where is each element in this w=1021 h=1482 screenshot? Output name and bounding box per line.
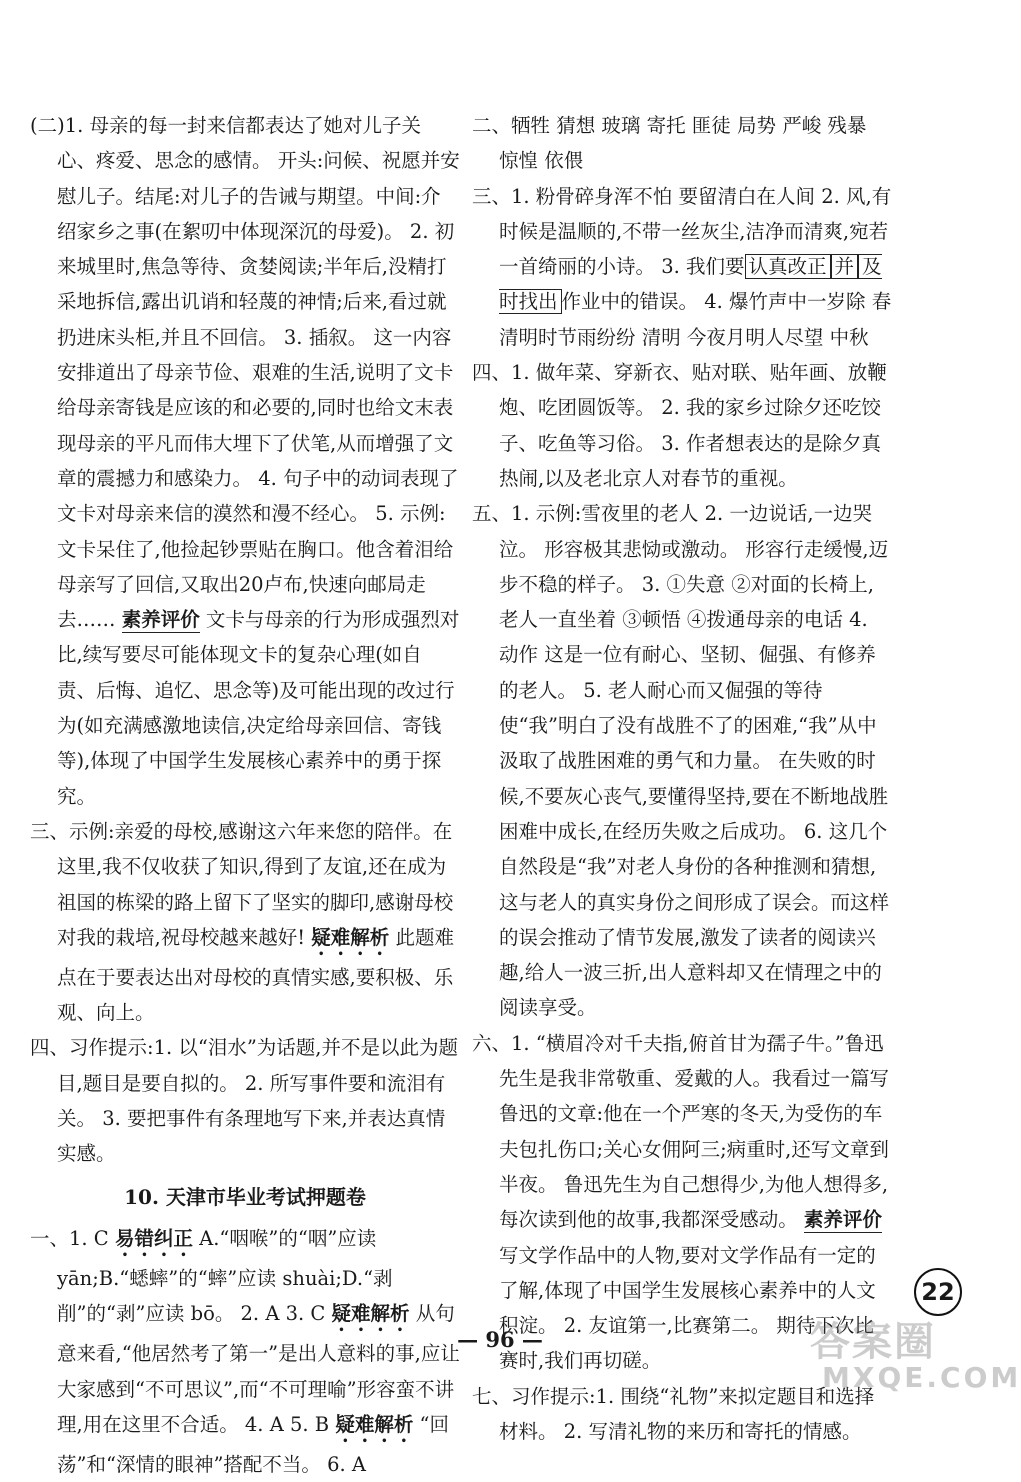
answer-block-r7: 七、习作提示:1. 围绕“礼物”来拟定题目和选择材料。 2. 写清礼物的来历和寄托的情感。 xyxy=(472,1384,875,1443)
page-number: — 96 — xyxy=(457,1327,543,1352)
watermark-text: 答案圈 xyxy=(810,1319,936,1365)
watermark-logo xyxy=(810,1310,1021,1395)
answer-block-r6: 六、1. “横眉冷对千夫指,俯首甘为孺子牛。”鲁迅先生是我非常敬重、爱戴的人。我看过一篇写鲁迅的文章:他在一个严寒的冬天,为受伤的车夫包扎伤口;关心女佣阿三;病重时,还写文章到半夜。 鲁迅先生为自己想得少,为他人想得多,每次读到他的故事,我都深受感动。 素养评价 写文学作品中的人物,要对文学作品有一定的了解,体现了中国学生发展核心素养中的人文积淀。 2. 友谊第一,比赛第二。 期待下次比赛时,我们再切磋。 xyxy=(472,1031,890,1373)
boxed-word: 及时找出 xyxy=(499,255,882,314)
tag-difficulty-analysis: 疑难解析 xyxy=(311,925,390,949)
tag-literacy-evaluation: 素养评价 xyxy=(121,608,200,632)
right-column xyxy=(472,108,892,1449)
answer-block-r5: 五、1. 示例:雪夜里的老人 2. 一边说话,一边哭泣。 形容极其悲恸或激动。 形容行走缓慢,迈步不稳的样子。 3. ①失意 ②对面的长椅上,老人一直坐着 ③顿悟 ④拨通母亲的电话 4. 动作 这是一位有耐心、坚韧、倔强、有修养的老人。 5. 老人耐心而又倔强的等待使“我”明白了没有战胜不了的困难,“我”从中汲取了战胜困难的勇气和力量。 在失败的时候,不要灰心丧气,要懂得坚持,要在不断地战胜困难中成长,在经历失败之后成功。 6. 这几个自然段是“我”对老人身份的各种推测和猜想,这与老人的真实身份之间形成了误会。而这样的误会推动了情节发展,激发了读者的阅读兴趣,给人一波三折,出人意料却又在情理之中的阅读享受。 xyxy=(472,502,890,1020)
boxed-word: 认真改正 xyxy=(745,254,831,279)
answer-block-2: (二)1. 母亲的每一封来信都表达了她对儿子关心、疼爱、思念的感情。 开头:问候、祝愿并安慰儿子。结尾:对儿子的告诫与期望。中间:介绍家乡之事(在絮叨中体现深沉的母爱)。 2. 初来城里时,焦急等待、贪婪阅读;半年后,没精打采地拆信,露出讥诮和轻蔑的神情;后来,看过就扔进床头柜,并且不回信。 3. 插叙。 这一内容安排道出了母亲节俭、艰难的生活,说明了文卡给母亲寄钱是应该的和必要的,同时也给文末表现母亲的平凡而伟大埋下了伏笔,从而增强了文章的震撼力和感染力。 4. 句子中的动词表现了文卡对母亲来信的漠然和漫不经心。 5. 示例:文卡呆住了,他捡起钞票贴在胸口。他含着泪给母亲写了回信,又取出20卢布,快速向邮局走去…… 素养评价 文卡与母亲的行为形成强烈对比,续写要尽可能体现文卡的复杂心理(如自责、后悔、追忆、思念等)及可能出现的改过行为(如充满感激地读信,决定给母亲回信、寄钱等),体现了中国学生发展核心素养中的勇于探究。 xyxy=(30,114,460,808)
answer-block-4: 四、习作提示:1. 以“泪水”为话题,并不是以此为题目,题目是要自拟的。 2. 所写事件要和流泪有关。 3. 要把事件有条理地写下来,并表达真情实感。 xyxy=(30,1036,459,1166)
tag-literacy-evaluation: 素养评价 xyxy=(803,1208,882,1232)
tag-difficulty-analysis: 疑难解析 xyxy=(331,1302,410,1326)
boxed-word: 并 xyxy=(831,254,859,279)
answer-block-r4: 四、1. 做年菜、穿新衣、贴对联、贴年画、放鞭炮、吃团圆饭等。 2. 我的家乡过除夕还吃饺子、吃鱼等习俗。 3. 作者想表达的是除夕真热闹,以及老北京人对春节的重视。 xyxy=(472,361,887,490)
left-column xyxy=(30,108,460,1482)
answer-block-r3: 三、1. 粉骨碎身浑不怕 要留清白在人间 2. 风,有时候是温顺的,不带一丝灰尘,洁净而清爽,宛若一首绮丽的小诗。 3. 我们要 认真改正 并 及时找出 作业中的错误。 4. 爆竹声中一岁除 春 清明时节雨纷纷 清明 今夜月明人尽望 中秋 xyxy=(472,184,892,349)
tag-difficulty-analysis: 疑难解析 xyxy=(335,1412,414,1436)
circled-page-marker: 22 xyxy=(914,1268,962,1316)
watermark-url: MXQE.COM xyxy=(822,1361,1021,1394)
section-title: 10. 天津市毕业考试押题卷 xyxy=(124,1184,366,1209)
answer-block-3: 三、示例:亲爱的母校,感谢这六年来您的陪伴。在这里,我不仅收获了知识,得到了友谊,还在成为祖国的栋梁的路上留下了坚实的脚印,感谢母校对我的栽培,祝母校越来越好! 疑难解析 此题难点在于要表达出对母校的真情实感,要积极、乐观、向上。 xyxy=(30,819,454,1025)
answer-block-tj-1: 一、1. C 易错纠正 A.“咽喉”的“咽”应读 yān;B.“蟋蟀”的“蟀”应读 shuài;D.“剥削”的“剥”应读 bō。 2. A 3. C 疑难解析 从句意来看,“他居然考了第一”是出人意料的事,应让大家感到“不可思议”,而“不可理喻”形容蛮不讲理,用在这里不合适。 4. A 5. B 疑难解析 “回荡”和“深情的眼神”搭配不当。 6. A xyxy=(30,1226,460,1476)
tag-error-correction: 易错纠正 xyxy=(114,1226,193,1250)
answer-block-r2: 二、牺牲 猜想 玻璃 寄托 匪徒 局势 严峻 残暴 惊惶 依偎 xyxy=(472,114,867,173)
